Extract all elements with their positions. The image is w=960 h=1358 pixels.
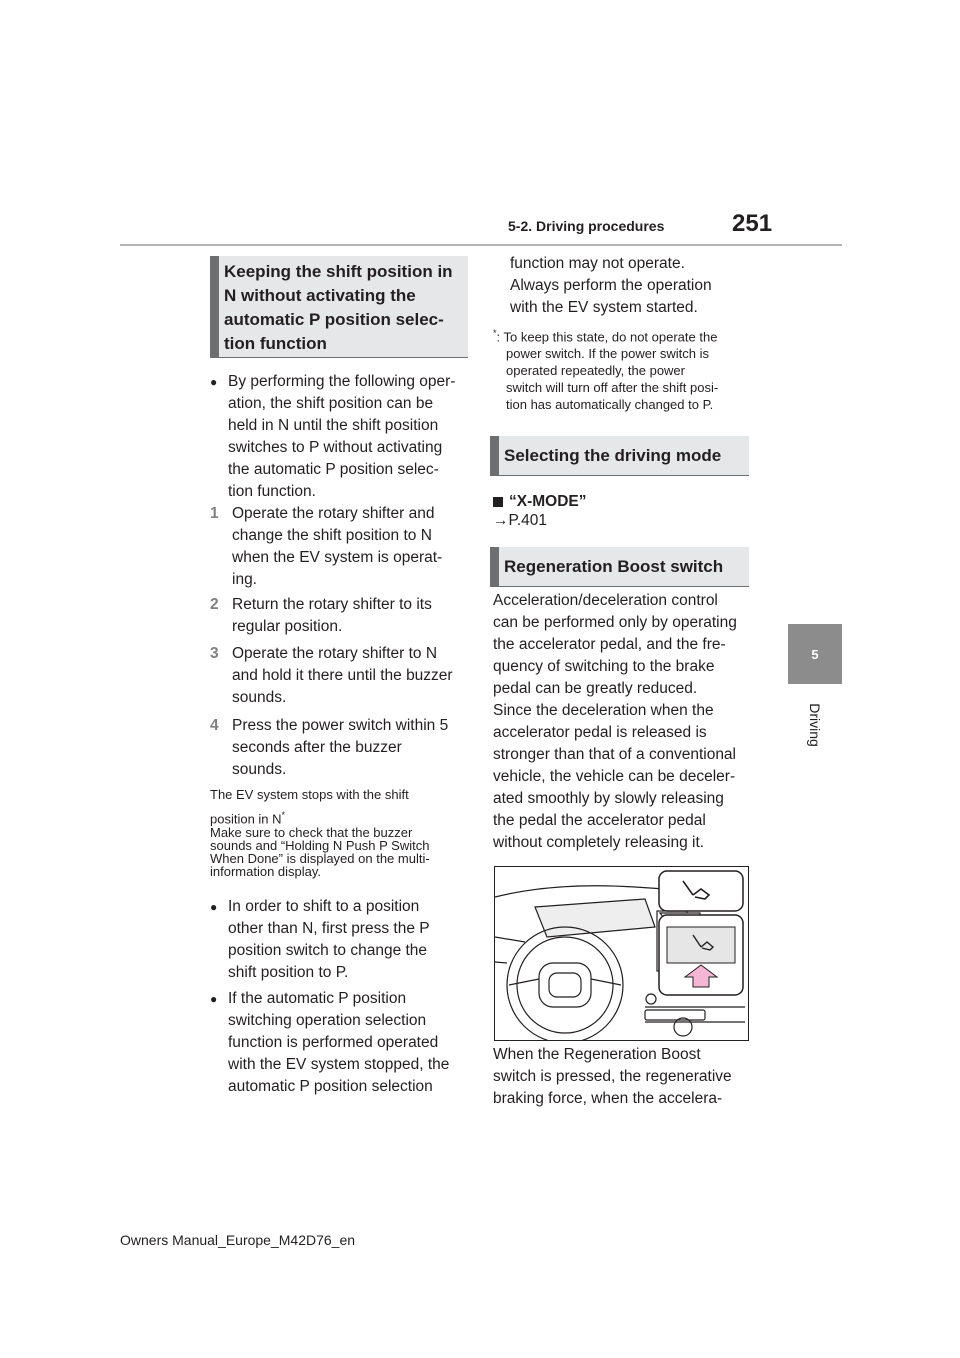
text-line: sounds. — [232, 689, 287, 706]
text-line: the pedal the accelerator pedal — [493, 812, 706, 829]
chapter-tab[interactable] — [788, 624, 842, 684]
text-line: power switch. If the power switch is — [506, 346, 710, 362]
text-line: ing. — [232, 571, 257, 588]
footnote-marker: * — [281, 810, 286, 820]
text-line: sounds and “Holding N Push P Switch — [210, 838, 430, 853]
bullet-dot-icon: ● — [210, 375, 218, 389]
heading-line: automatic P position selec- — [224, 310, 444, 329]
text-line: other than N, first press the P — [228, 920, 430, 937]
steering-wheel-inner — [517, 937, 613, 1033]
text-line: switching operation selection — [228, 1012, 427, 1029]
note-ev-stops — [210, 787, 472, 827]
step-number: 1 — [210, 505, 219, 522]
text-line: position switch to change the — [228, 942, 428, 959]
text-line: operated repeatedly, the power — [506, 363, 685, 379]
after-figure-text — [493, 1044, 755, 1110]
text-line: position in N — [210, 811, 282, 827]
dash-top-line — [495, 886, 665, 897]
text-line: regular position. — [232, 618, 343, 635]
square-bullet-icon — [493, 497, 503, 507]
text-line: switches to P without activating — [228, 439, 443, 456]
chapter-label-text: Driving — [806, 703, 823, 747]
bullet-auto-p — [210, 988, 472, 1098]
text-line: with the EV system stopped, the — [228, 1056, 450, 1073]
text-line: tion function. — [228, 483, 316, 500]
header-divider — [120, 244, 842, 246]
footnote — [493, 325, 753, 413]
section-title: 5-2. Driving procedures — [508, 218, 665, 234]
text-line: ation, the shift position can be — [228, 395, 434, 412]
text-line: seconds after the buzzer — [232, 739, 402, 756]
steering-spokes — [509, 979, 621, 985]
dashboard-drawing — [495, 867, 749, 1041]
step-3 — [210, 643, 472, 709]
heading-line: tion function — [224, 334, 327, 353]
step-number: 3 — [210, 645, 219, 662]
text-line: In order to shift to a position — [228, 898, 420, 915]
dash-left-lines — [495, 937, 525, 963]
step-2 — [210, 594, 472, 638]
intro-bullet — [210, 371, 472, 503]
steering-logo — [549, 973, 581, 997]
rotary-shifter — [674, 1018, 692, 1036]
text-line: can be performed only by operating — [493, 614, 737, 631]
text-line: pedal can be greatly reduced. — [493, 680, 698, 697]
note-buzzer — [210, 826, 472, 878]
text-line: change the shift position to N — [232, 527, 432, 544]
text-line: shift position to P. — [228, 964, 349, 981]
text-line: If the automatic P position — [228, 990, 407, 1007]
text-line: When the Regeneration Boost — [493, 1046, 701, 1063]
text-line: braking force, when the accelera- — [493, 1090, 723, 1107]
heading-line: N without activating the — [224, 286, 416, 305]
heading-regen-boost: Regeneration Boost switch — [490, 547, 749, 587]
steering-wheel-outer — [507, 927, 623, 1041]
bullet-dot-icon: ● — [210, 992, 218, 1006]
text-line: Acceleration/deceleration control — [493, 592, 718, 609]
text-line: Make sure to check that the buzzer — [210, 825, 413, 840]
text-line: Operate the rotary shifter and — [232, 505, 435, 522]
text-line: : To keep this state, do not operate the — [496, 329, 718, 345]
text-line: By performing the following oper- — [228, 373, 456, 390]
heading-line: Keeping the shift position in — [224, 262, 453, 281]
heading-driving-mode: Selecting the driving mode — [490, 436, 749, 476]
footer-manual-id: Owners Manual_Europe_M42D76_en — [120, 1232, 356, 1248]
text-line: Since the deceleration when the — [493, 702, 714, 719]
text-line: ated smoothly by slowly releasing — [493, 790, 724, 807]
text-line: tion has automatically changed to P. — [506, 397, 714, 413]
text-line: when the EV system is operat- — [232, 549, 443, 566]
footnote-marker: * — [493, 328, 497, 338]
switch-callout-small — [659, 871, 743, 911]
text-line: and hold it there until the buzzer — [232, 667, 453, 684]
text-line: automatic P position selection — [228, 1078, 433, 1095]
instrument-cluster — [535, 899, 655, 937]
text-line: accelerator pedal is released is — [493, 724, 707, 741]
text-line: stronger than that of a conventional — [493, 746, 736, 763]
text-line: without completely releasing it. — [493, 834, 705, 851]
text-line: the accelerator pedal, and the fre- — [493, 636, 726, 653]
bullet-dot-icon: ● — [210, 900, 218, 914]
text-line: function may not operate. — [510, 255, 685, 272]
text-line: function is performed operated — [228, 1034, 439, 1051]
text-line: Always perform the operation — [510, 277, 712, 294]
text-line: Press the power switch within 5 — [232, 717, 449, 734]
step-number: 4 — [210, 717, 219, 734]
text-line: with the EV system started. — [510, 299, 698, 316]
switch-row — [645, 1010, 705, 1020]
page-number: 251 — [732, 210, 773, 237]
text-line: The EV system stops with the shift — [210, 787, 409, 802]
chapter-number: 5 — [811, 646, 819, 662]
text-line: quency of switching to the brake — [493, 658, 715, 675]
step-1 — [210, 503, 472, 591]
text-line: switch is pressed, the regenerative — [493, 1068, 732, 1085]
step-number: 2 — [210, 596, 219, 613]
text-line: sounds. — [232, 761, 287, 778]
text-line: switch will turn off after the shift posi- — [506, 380, 719, 396]
regen-boost-illustration — [494, 866, 749, 1041]
xmode-title-text: “X-MODE” — [509, 493, 587, 510]
chapter-label — [788, 690, 842, 760]
regen-boost-switch — [667, 927, 735, 963]
step-4 — [210, 715, 472, 781]
small-knob — [646, 994, 656, 1004]
text-line: When Done” is displayed on the multi- — [210, 851, 430, 866]
steering-hub — [539, 963, 591, 1007]
continued-text — [510, 253, 760, 319]
text-line: held in N until the shift position — [228, 417, 439, 434]
heading-keeping-shift-n — [210, 256, 468, 358]
text-line: the automatic P position selec- — [228, 461, 439, 478]
bullet-shift-other — [210, 896, 472, 984]
xmode-page-link[interactable]: →P.401 — [493, 512, 548, 529]
text-line: vehicle, the vehicle can be deceler- — [493, 768, 736, 785]
text-line: Return the rotary shifter to its — [232, 596, 432, 613]
text-line: information display. — [210, 864, 322, 879]
text-line: Operate the rotary shifter to N — [232, 645, 438, 662]
regen-paragraph — [493, 590, 755, 854]
